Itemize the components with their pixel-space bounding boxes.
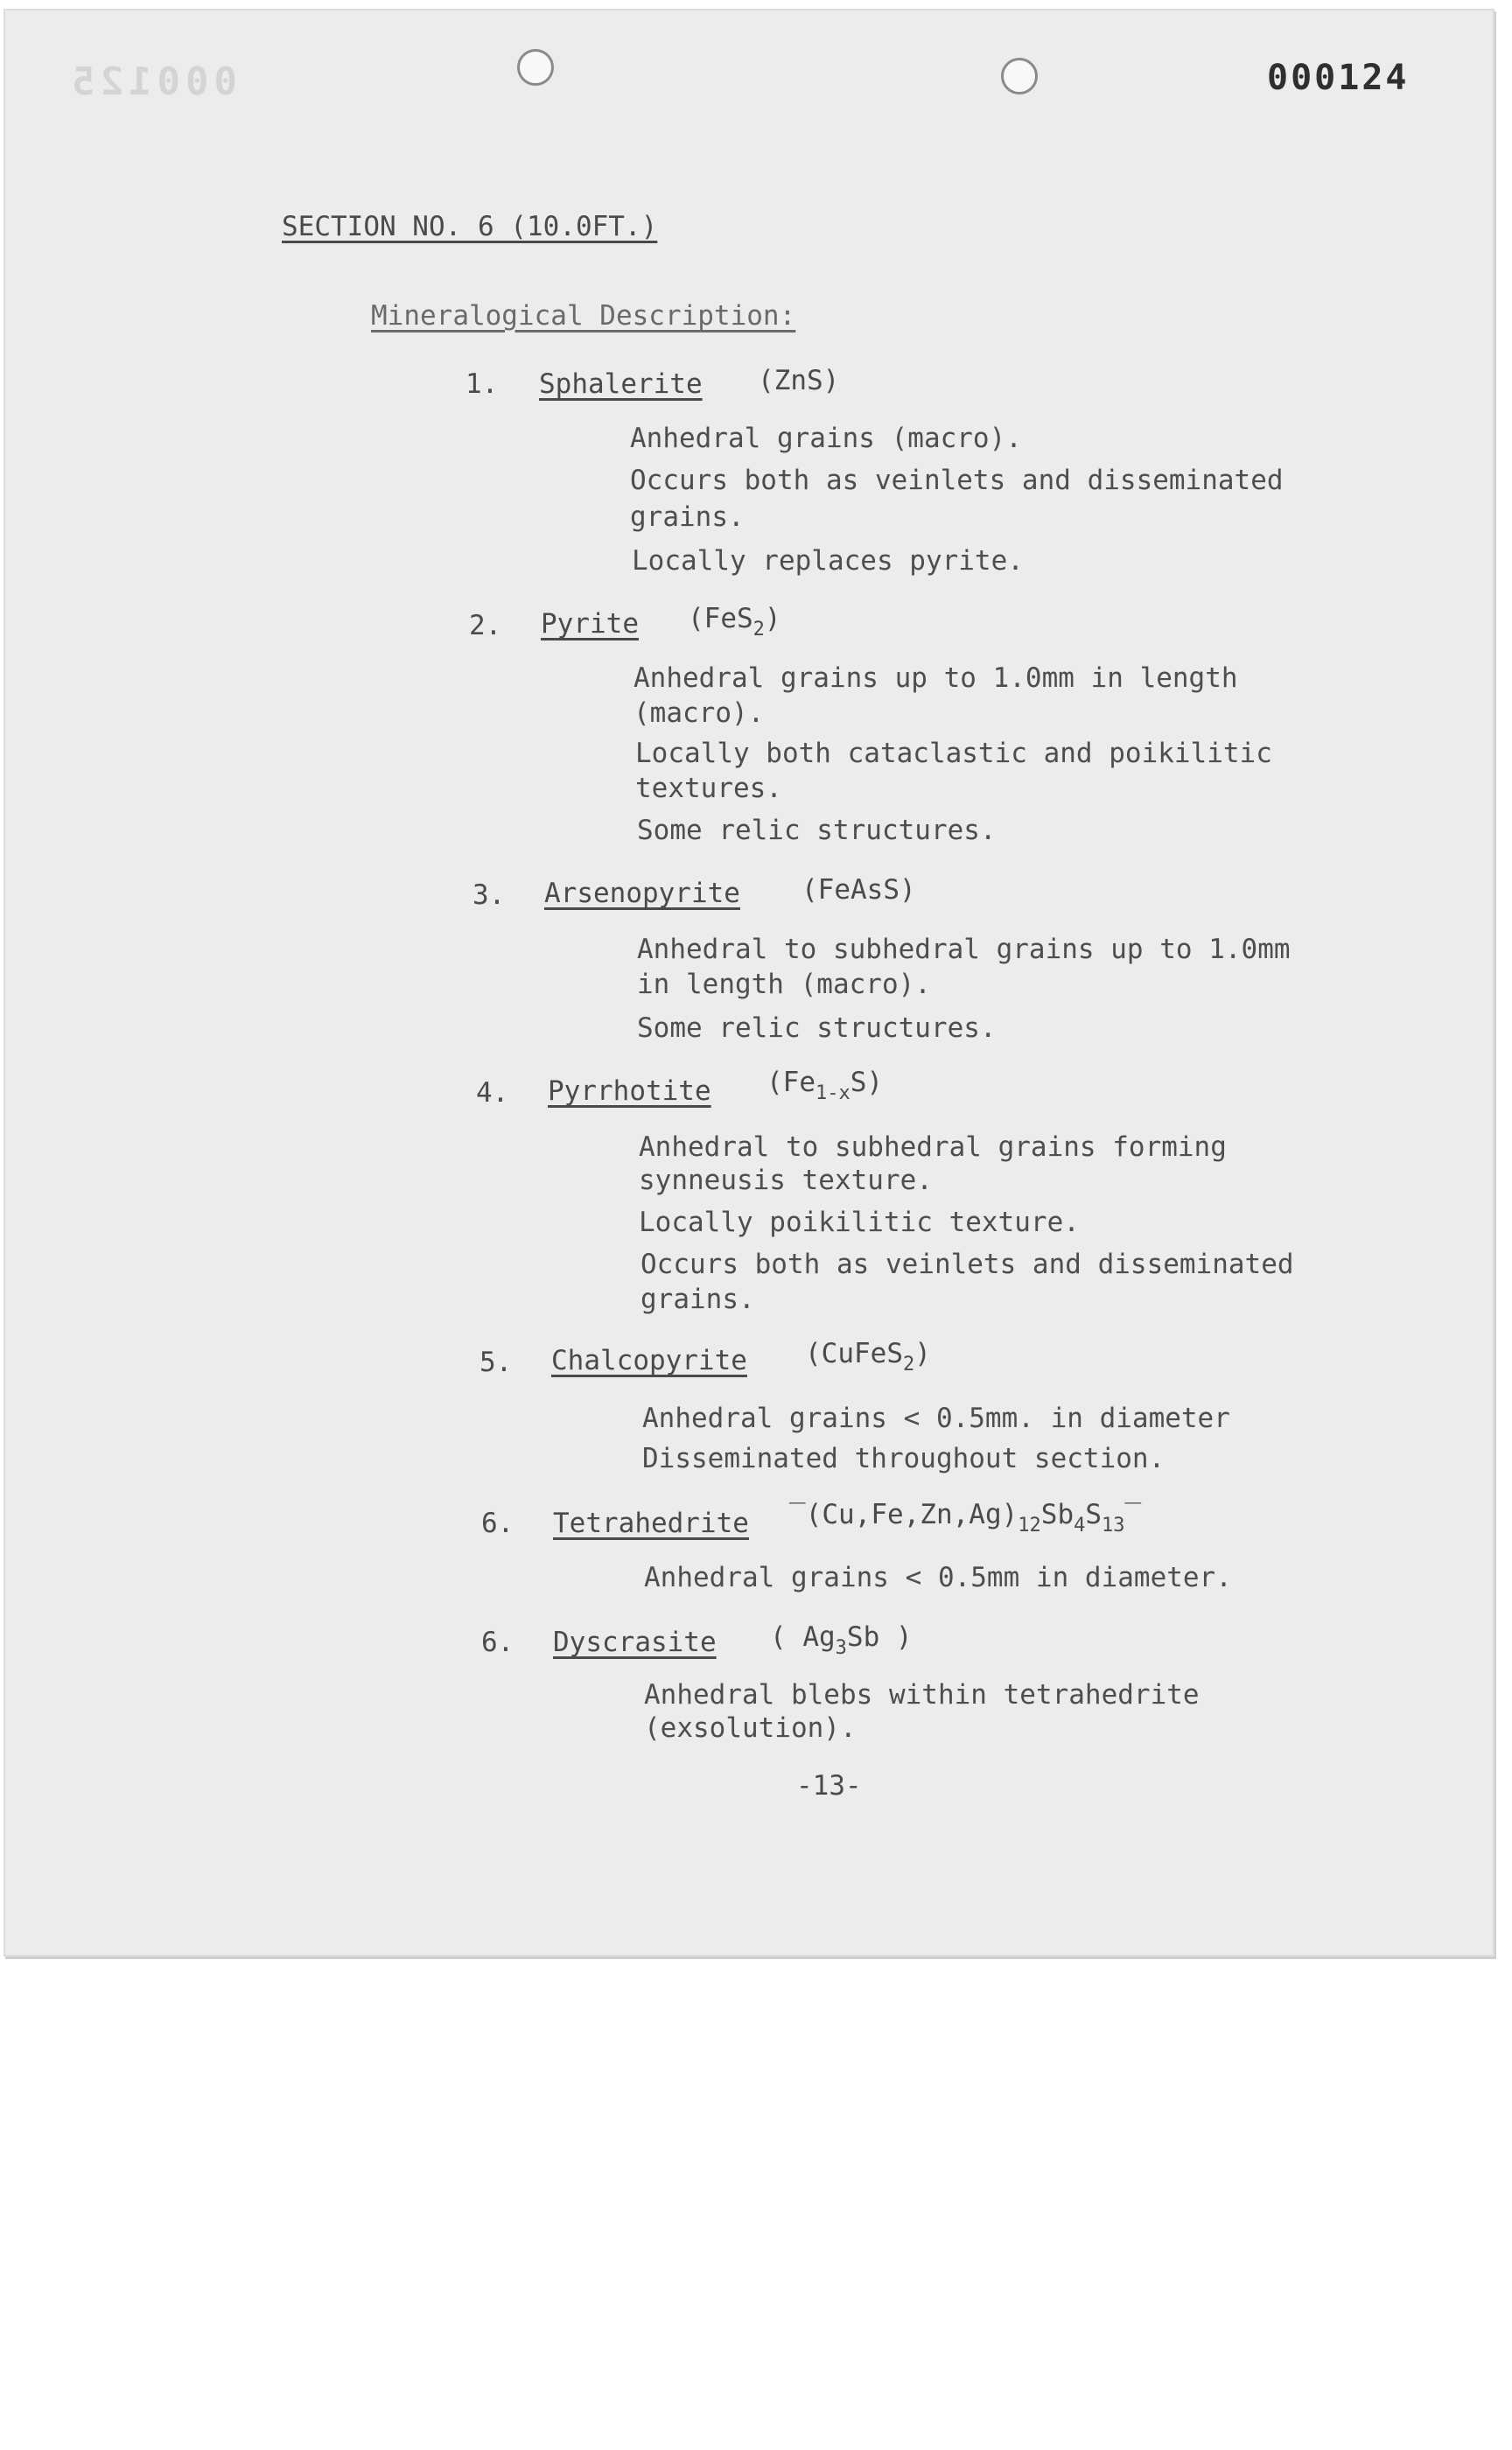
mineral-formula: (ZnS) bbox=[758, 365, 840, 396]
mineral-name: Chalcopyrite bbox=[551, 1345, 747, 1376]
section-heading: SECTION NO. 6 (10.0FT.) bbox=[282, 211, 658, 242]
mineral-note: grains. bbox=[630, 501, 745, 533]
mineral-name: Arsenopyrite bbox=[544, 878, 740, 909]
mineral-note: Locally both cataclastic and poikilitic bbox=[635, 738, 1272, 769]
mineral-note: (macro). bbox=[634, 697, 765, 729]
mineral-name: Pyrite bbox=[541, 608, 639, 640]
mineral-note: in length (macro). bbox=[637, 969, 931, 1000]
mineral-note: Anhedral grains < 0.5mm. in diameter bbox=[642, 1403, 1230, 1434]
mineral-formula: (FeS$_2$) bbox=[688, 603, 781, 640]
mineral-note: (exsolution). bbox=[644, 1712, 857, 1744]
mineral-number: 4. bbox=[476, 1077, 509, 1109]
mineral-number: 2. bbox=[469, 610, 502, 641]
mineral-number: 1. bbox=[466, 368, 499, 400]
mineral-note: Anhedral grains up to 1.0mm in length bbox=[634, 662, 1238, 694]
mineral-note: synneusis texture. bbox=[639, 1165, 933, 1196]
page-number: -13- bbox=[796, 1770, 862, 1802]
mineral-number: 6. bbox=[481, 1627, 514, 1658]
mineral-number: 3. bbox=[472, 879, 506, 911]
bleed-through-stamp: 000125 bbox=[66, 60, 237, 104]
mineral-note: Occurs both as veinlets and disseminated bbox=[630, 465, 1284, 496]
mineral-formula: (FeAsS) bbox=[802, 874, 916, 906]
mineral-note: Anhedral to subhedral grains forming bbox=[639, 1131, 1227, 1163]
mineral-note: textures. bbox=[635, 773, 782, 804]
punch-hole-left bbox=[517, 49, 554, 86]
mineral-note: Some relic structures. bbox=[637, 815, 997, 846]
mineral-note: Disseminated throughout section. bbox=[642, 1443, 1166, 1474]
mineral-name: Sphalerite bbox=[539, 368, 703, 400]
mineral-name: Pyrrhotite bbox=[548, 1075, 711, 1107]
mineralogical-description-heading: Mineralogical Description: bbox=[371, 300, 796, 332]
mineral-note: Some relic structures. bbox=[637, 1012, 997, 1044]
mineral-note: Anhedral grains < 0.5mm in diameter. bbox=[644, 1562, 1232, 1593]
mineral-note: Locally replaces pyrite. bbox=[632, 545, 1024, 577]
mineral-formula: (CuFeS$_2$) bbox=[805, 1338, 931, 1376]
mineral-note: Anhedral grains (macro). bbox=[630, 423, 1022, 454]
mineral-name: Dyscrasite bbox=[553, 1627, 717, 1658]
mineral-formula: $‾(Cu,Fe,Zn,Ag)_{12}Sb_4S_{13}‾$ bbox=[789, 1499, 1142, 1536]
mineral-note: grains. bbox=[640, 1284, 755, 1315]
punch-hole-right bbox=[1001, 58, 1038, 94]
mineral-note: Anhedral blebs within tetrahedrite bbox=[644, 1679, 1200, 1711]
mineral-name: Tetrahedrite bbox=[553, 1508, 749, 1539]
mineral-number: 5. bbox=[480, 1347, 513, 1378]
document-page bbox=[4, 9, 1494, 1956]
mineral-formula: $(Fe_{1-x}S)$ bbox=[766, 1067, 884, 1104]
mineral-note: Anhedral to subhedral grains up to 1.0mm bbox=[637, 934, 1291, 965]
mineral-note: Locally poikilitic texture. bbox=[639, 1207, 1080, 1238]
mineral-note: Occurs both as veinlets and disseminated bbox=[640, 1249, 1294, 1280]
mineral-formula: ( $Ag_3Sb$ ) bbox=[770, 1621, 913, 1659]
mineral-number: 6. bbox=[481, 1508, 514, 1539]
document-number-stamp: 000124 bbox=[1267, 58, 1410, 98]
